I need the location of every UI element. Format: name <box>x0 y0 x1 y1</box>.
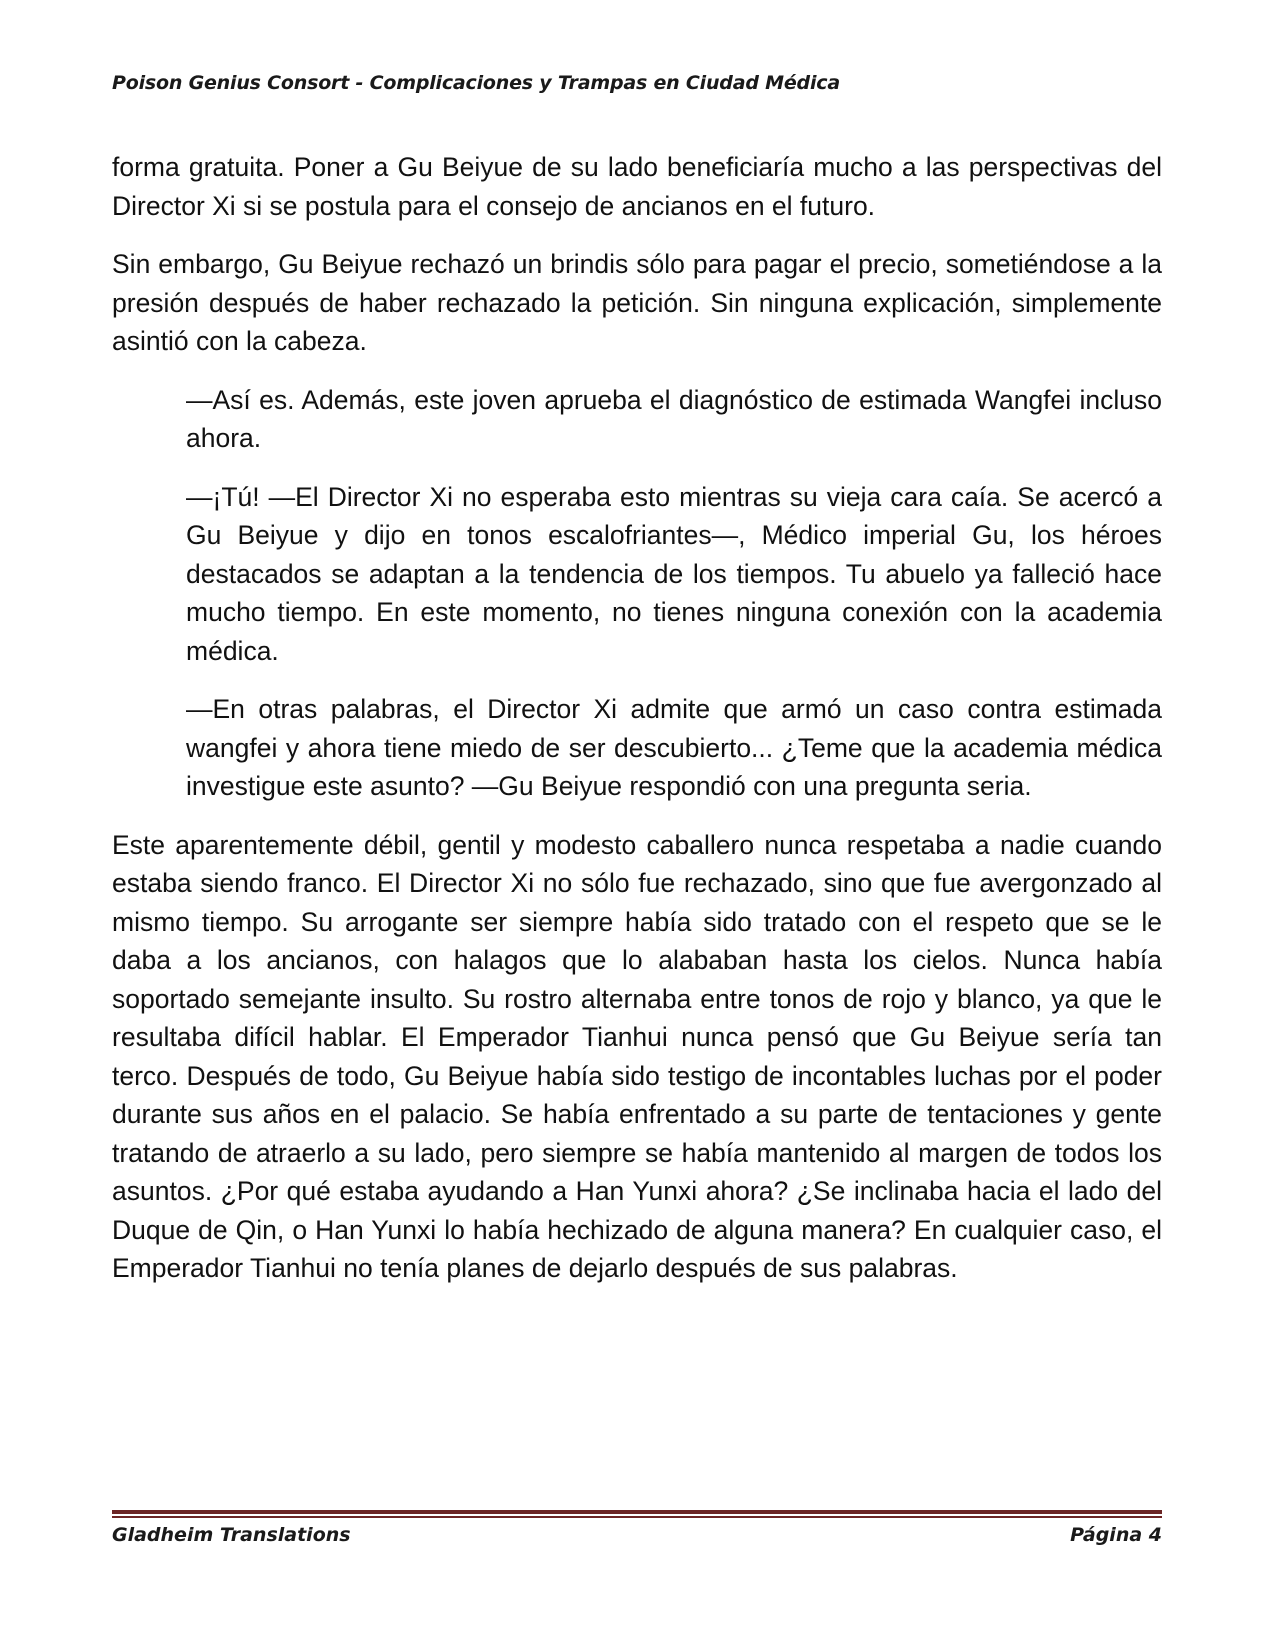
dialogue-paragraph: —Así es. Además, este joven aprueba el diagnóstico de estimada Wangfei incluso ahora. <box>186 384 1162 453</box>
dialogue-paragraph: —En otras palabras, el Director Xi admite que armó un caso contra estimada wangfei y ahora tiene miedo de ser descubierto... ¿Teme que la academia médica investigue este asunto? —Gu Beiyue respondió con una pregunta seria. <box>186 694 1162 801</box>
paragraph: forma gratuita. Poner a Gu Beiyue de su lado beneficiaría mucho a las perspectivas del Director Xi si se postula para el consejo de ancianos en el futuro. <box>112 152 1162 221</box>
paragraph: Sin embargo, Gu Beiyue rechazó un brindis sólo para pagar el precio, sometiéndose a la presión después de haber rechazado la petición. Sin ninguna explicación, simplemente asintió con la cabeza. <box>112 249 1162 356</box>
page-number: Página 4 <box>1070 1524 1162 1546</box>
dialogue-paragraph: —¡Tú! —El Director Xi no esperaba esto mientras su vieja cara caía. Se acercó a Gu Beiyue y dijo en tonos escalofriantes—, Médico imperial Gu, los héroes destacados se adaptan a la tendencia de los tiempos. Tu abuelo ya falleció hace mucho tiempo. En este momento, no tienes ninguna conexión con la academia médica. <box>186 481 1162 666</box>
footer-divider <box>112 1510 1162 1518</box>
publisher-name: Gladheim Translations <box>112 1524 351 1546</box>
paragraph: Este aparentemente débil, gentil y modesto caballero nunca respetaba a nadie cuando estaba siendo franco. El Director Xi no sólo fue rechazado, sino que fue avergonzado al mismo tiempo. Su arrogante ser siempre había sido tratado con el respeto que se le daba a los ancianos, con halagos que lo alababan hasta los cielos. Nunca había soportado semejante insulto. Su rostro alternaba entre tonos de rojo y blanco, ya que le resultaba difícil hablar. El Emperador Tianhui nunca pensó que Gu Beiyue sería tan terco. Después de todo, Gu Beiyue había sido testigo de incontables luchas por el poder durante sus años en el palacio. Se había enfrentado a su parte de tentaciones y gente tratando de atraerlo a su lado, pero siempre se había mantenido al margen de todos los asuntos. ¿Por qué estaba ayudando a Han Yunxi ahora? ¿Se inclinaba hacia el lado del Duque de Qin, o Han Yunxi lo había hechizado de alguna manera? En cualquier caso, el Emperador Tianhui no tenía planes de dejarlo después de sus palabras. <box>112 829 1162 1283</box>
page-header: Poison Genius Consort - Complicaciones y Trampas en Ciudad Médica <box>112 72 840 94</box>
document-body <box>112 148 1162 1308</box>
page-footer <box>112 1524 1162 1546</box>
